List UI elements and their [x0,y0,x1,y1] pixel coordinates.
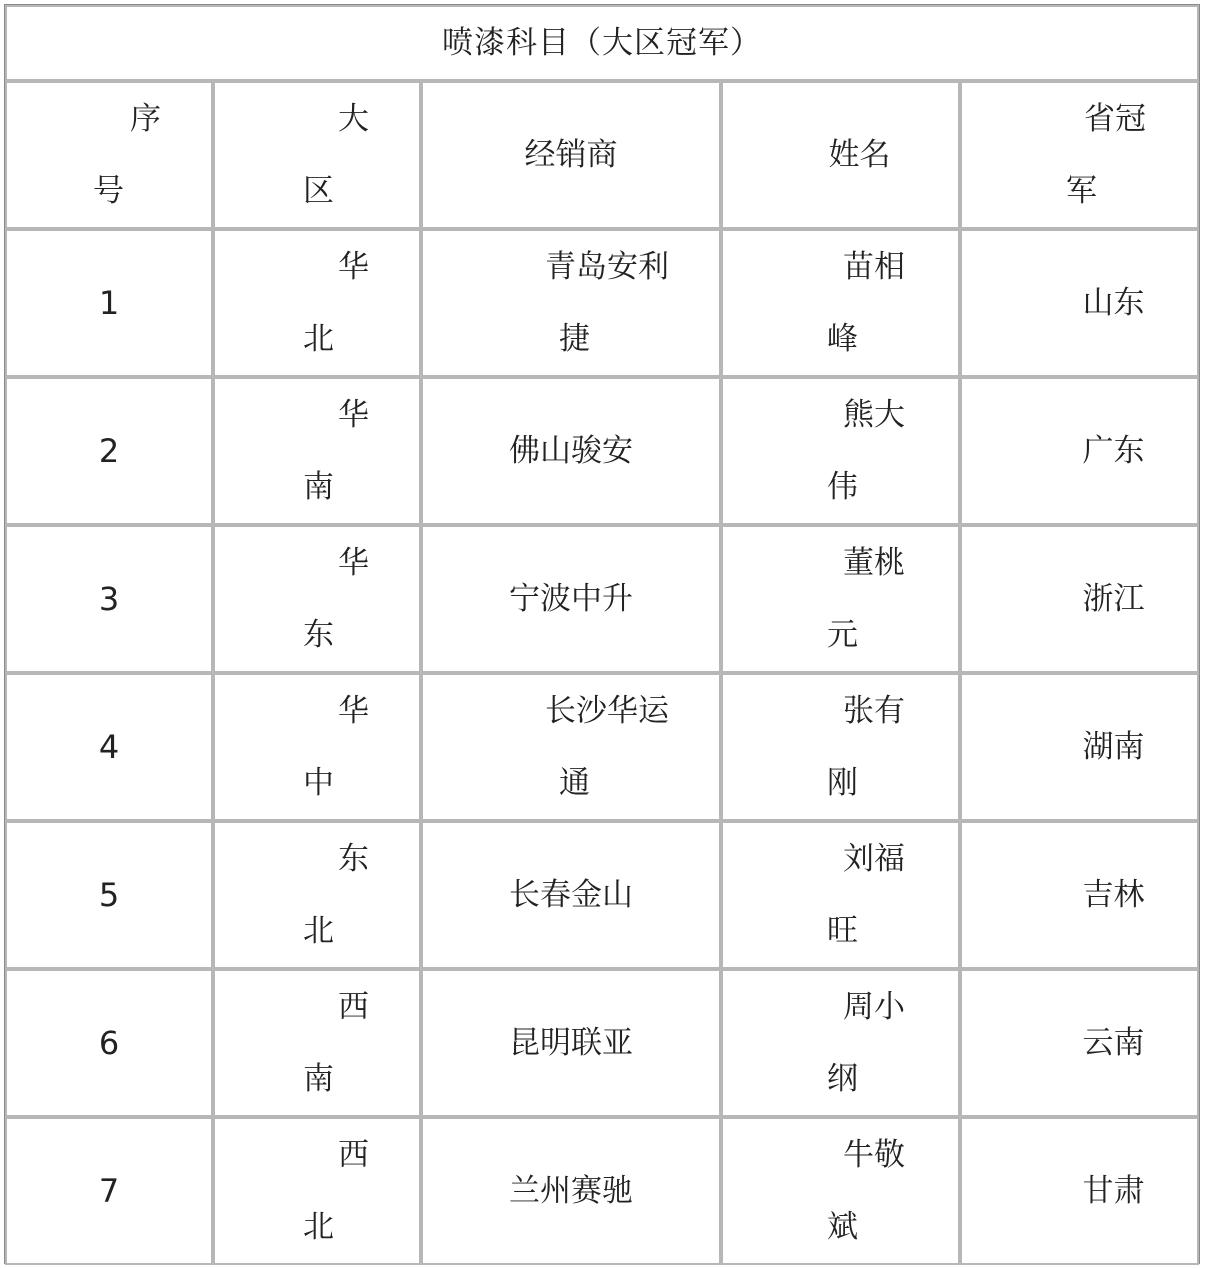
cell-dealer [421,673,721,821]
cell-region-line1: 华 [338,545,369,581]
cell-seq: 2 [5,377,213,525]
cell-dealer-line1: 长沙华运 [545,693,669,729]
cell-seq: 6 [5,969,213,1117]
cell-region-line1: 东 [338,841,369,877]
cell-province [960,969,1199,1117]
cell-dealer [421,377,721,525]
cell-region-line2: 南 [303,1061,334,1097]
cell-province [960,377,1199,525]
cell-region-line1: 华 [338,249,369,285]
cell-region [213,229,421,377]
cell-name-line2: 刚 [827,765,858,801]
cell-name [721,1117,960,1265]
cell-name-line2: 旺 [827,913,858,949]
cell-seq: 5 [5,821,213,969]
cell-seq: 3 [5,525,213,673]
cell-dealer [421,821,721,969]
header-row [5,81,1199,229]
cell-seq: 7 [5,1117,213,1265]
cell-name-line2: 纲 [827,1061,858,1097]
table-row [5,1117,1199,1265]
cell-province-text: 吉林 [1082,877,1145,913]
table-row [5,969,1199,1117]
cell-province-text: 浙江 [1082,581,1145,617]
header-dealer-label: 经销商 [524,137,618,173]
cell-region [213,525,421,673]
cell-dealer-line2: 通 [559,765,590,801]
cell-name-line1: 牛敬 [843,1137,905,1173]
champion-table-grid [5,5,1199,1265]
cell-province-text: 甘肃 [1082,1173,1145,1209]
cell-name-line1: 周小 [843,989,905,1025]
cell-dealer-line2: 捷 [559,321,590,357]
champion-table [4,4,1200,1264]
cell-dealer-text: 昆明联亚 [509,1025,633,1061]
cell-province-text: 山东 [1082,285,1145,321]
header-region-line2: 区 [303,173,334,209]
cell-name-line1: 刘福 [843,841,905,877]
table-title: 喷漆科目（大区冠军） [5,5,1199,81]
cell-name-line1: 董桃 [843,545,905,581]
header-region-line1: 大 [338,101,369,137]
cell-name [721,377,960,525]
cell-dealer-text: 佛山骏安 [509,433,633,469]
header-region [213,81,421,229]
cell-region-line1: 西 [338,1137,369,1173]
table-row [5,229,1199,377]
cell-region-line1: 西 [338,989,369,1025]
cell-name-line2: 峰 [827,321,858,357]
cell-name [721,525,960,673]
cell-name-line1: 熊大 [843,397,905,433]
cell-dealer [421,969,721,1117]
table-row [5,673,1199,821]
cell-name-line2: 元 [827,617,858,653]
cell-dealer [421,525,721,673]
cell-province [960,673,1199,821]
cell-region-line2: 北 [303,321,334,357]
cell-province-text: 湖南 [1082,729,1145,765]
cell-region-line2: 北 [303,1209,334,1245]
cell-province [960,821,1199,969]
cell-name-line2: 伟 [827,469,858,505]
cell-region-line2: 北 [303,913,334,949]
cell-dealer-text: 宁波中升 [509,581,633,617]
cell-seq: 4 [5,673,213,821]
header-province-line2: 军 [1066,173,1097,209]
header-name [721,81,960,229]
cell-name [721,821,960,969]
header-province-line1: 省冠 [1084,101,1146,137]
cell-region [213,1117,421,1265]
header-seq [5,81,213,229]
cell-province-text: 广东 [1082,433,1145,469]
cell-province [960,525,1199,673]
cell-region-line1: 华 [338,693,369,729]
cell-region-line2: 中 [303,765,334,801]
cell-province [960,229,1199,377]
cell-region-line1: 华 [338,397,369,433]
cell-name [721,229,960,377]
table-row [5,377,1199,525]
title-row [5,5,1199,81]
header-seq-line1: 序 [130,101,161,137]
cell-region [213,673,421,821]
table-row [5,525,1199,673]
header-seq-line2: 号 [93,173,124,209]
cell-region [213,377,421,525]
cell-region [213,969,421,1117]
cell-dealer-line1: 青岛安利 [545,249,669,285]
cell-dealer-text: 兰州赛驰 [509,1173,633,1209]
cell-dealer [421,1117,721,1265]
cell-seq: 1 [5,229,213,377]
header-province [960,81,1199,229]
cell-dealer [421,229,721,377]
cell-name-line1: 张有 [843,693,905,729]
header-dealer [421,81,721,229]
cell-name-line1: 苗相 [843,249,905,285]
cell-province-text: 云南 [1082,1025,1145,1061]
cell-name [721,969,960,1117]
cell-province [960,1117,1199,1265]
cell-name [721,673,960,821]
cell-region-line2: 南 [303,469,334,505]
cell-region-line2: 东 [303,617,334,653]
table-row [5,821,1199,969]
header-name-label: 姓名 [828,137,891,173]
cell-dealer-text: 长春金山 [509,877,633,913]
cell-name-line2: 斌 [827,1209,858,1245]
cell-region [213,821,421,969]
